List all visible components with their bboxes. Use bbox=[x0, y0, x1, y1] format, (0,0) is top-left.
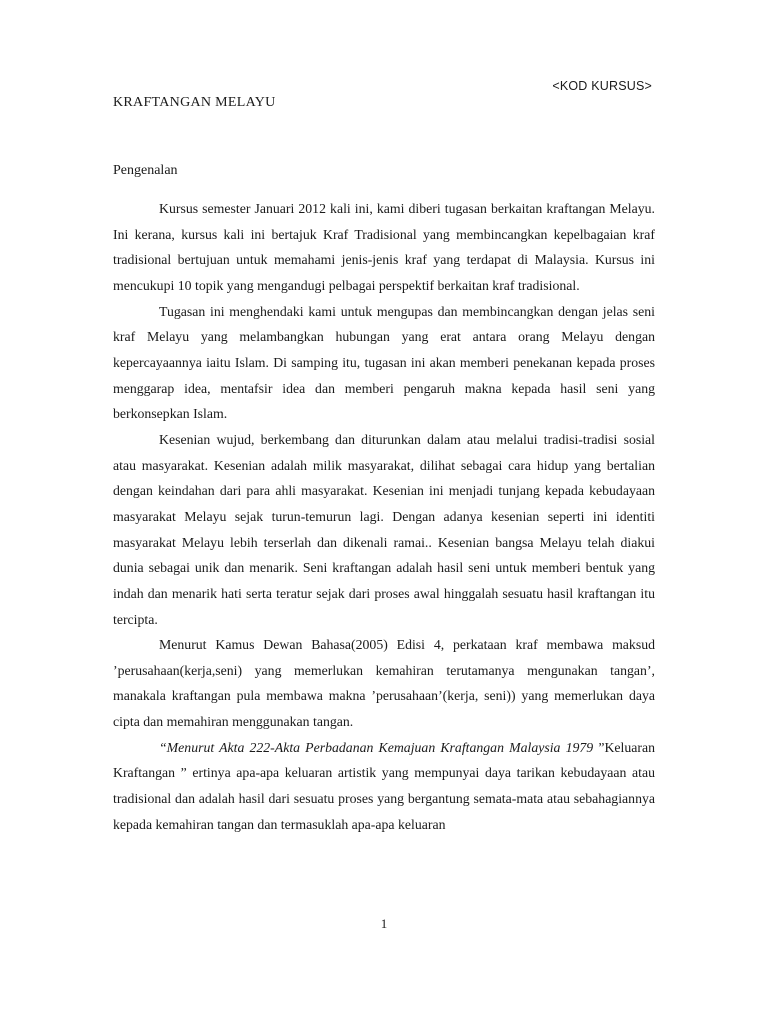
paragraph-3: Kesenian wujud, berkembang dan diturunkan dalam atau melalui tradisi-tradisi sosial atau masyarakat. Kesenian adalah milik masyarakat, dilihat sebagai cara hidup yang bertalian dengan keindahan dari para ahli masyarakat. Kesenian ini menjadi tunjang kepada kebudayaan masyarakat Melayu sejak turun-temurun lagi. Dengan adanya kesenian seperti ini identiti masyarakat Melayu lebih terserlah dan dikenali ramai.. Kesenian bangsa Melayu telah diakui dunia sebagai unik dan menarik. Seni kraftangan adalah hasil seni untuk memberi bentuk yang indah dan menarik hati serta teratur sejak dari proses awal hinggalah sesuatu hasil kraftangan itu tercipta. bbox=[113, 431, 655, 627]
quote-body-text: ”Keluaran Kraftangan ” ertinya apa-apa keluaran artistik yang mempunyai daya tarikan kebudayaan atau tradisional dan adalah hasil dari sesuatu proses yang bergantung semata-mata atau sebahagiannya kepada kemahiran tangan dan termasuklah apa-apa keluaran bbox=[113, 739, 655, 832]
document-title: KRAFTANGAN MELAYU bbox=[113, 95, 276, 110]
section-heading: Pengenalan bbox=[113, 163, 178, 178]
quote-italic-text: “Menurut Akta 222-Akta Perbadanan Kemajuan Kraftangan Malaysia 1979 bbox=[159, 739, 594, 755]
document-body bbox=[113, 196, 655, 837]
paragraph-1: Kursus semester Januari 2012 kali ini, kami diberi tugasan berkaitan kraftangan Melayu. Ini kerana, kursus kali ini bertajuk Kraf Tradisional yang membincangkan kepelbagaian kraf tradisional bertujuan untuk memahami jenis-jenis kraf yang terdapat di Malaysia. Kursus ini mencukupi 10 topik yang mengandugi pelbagai perspektif berkaitan kraf tradisional. bbox=[113, 201, 655, 293]
course-code: <KOD KURSUS> bbox=[552, 79, 652, 93]
paragraph-5 bbox=[113, 735, 655, 838]
page-number: 1 bbox=[380, 916, 388, 931]
paragraph-4: Menurut Kamus Dewan Bahasa(2005) Edisi 4, perkataan kraf membawa maksud ’perusahaan(kerja,seni) yang memerlukan kemahiran terutamanya mengunakan tangan’, manakala kraftangan pula membawa makna ’perusahaan’(kerja, seni)) yang memerlukan daya cipta dan memahiran menggunakan tangan. bbox=[113, 637, 655, 730]
paragraph-2: Tugasan ini menghendaki kami untuk mengupas dan membincangkan dengan jelas seni kraf Melayu yang melambangkan hubungan yang erat antara orang Melayu dengan kepercayaannya iaitu Islam. Di samping itu, tugasan ini akan memberi penekanan kepada proses menggarap idea, mentafsir idea dan memberi pengaruh makna kepada hasil seni yang berkonsepkan Islam. bbox=[113, 303, 655, 422]
